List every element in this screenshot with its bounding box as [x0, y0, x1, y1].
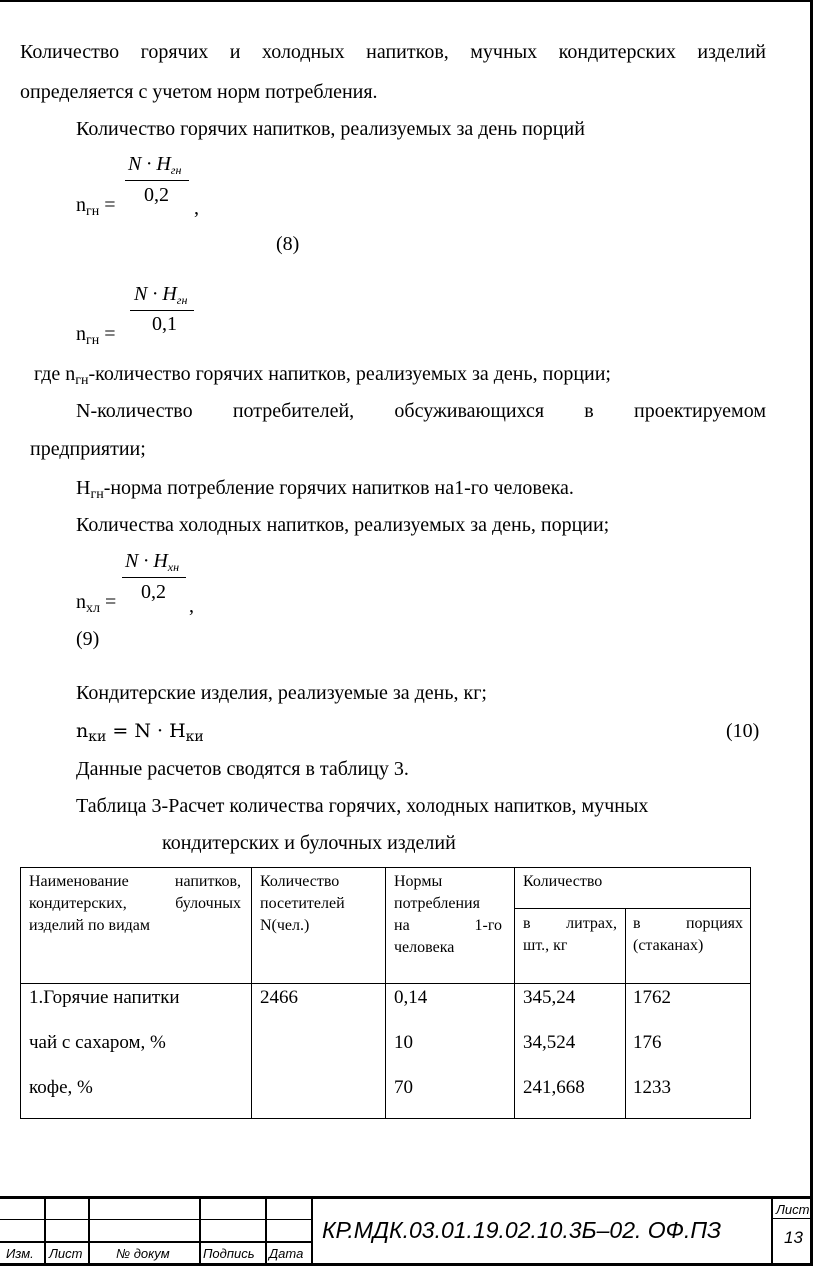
- paragraph-line: Количество горячих напитков, реализуемых за день порций: [76, 118, 585, 140]
- table-cell-liters: 345,24: [523, 987, 576, 1008]
- stamp-label-doc-no: № докум: [116, 1246, 170, 1261]
- table-cell-norm: 70: [394, 1077, 413, 1098]
- title-block-stamp: [0, 1196, 813, 1266]
- stamp-sheet-label: Лист: [776, 1202, 810, 1217]
- definition-line: $Н_{гн}$-норма потребление горячих напитков на1-го человека.: [76, 477, 574, 502]
- table-header-portions: в порциях (стаканах): [633, 915, 743, 954]
- table-cell-liters: 241,668: [523, 1077, 585, 1098]
- equation-number: (9): [76, 628, 100, 650]
- paragraph-line: определяется с учетом норм потребления.: [20, 81, 378, 103]
- equation-number: (10): [726, 720, 760, 742]
- table-header-name: Наименование напитков, кондитерских, булочных изделий по видам: [29, 873, 241, 934]
- paragraph-line: Данные расчетов сводятся в таблицу 3.: [76, 758, 409, 780]
- table-cell-norm: 0,14: [394, 987, 428, 1008]
- paragraph-line: Кондитерские изделия, реализуемые за день, кг;: [76, 682, 487, 704]
- table-caption: Таблица 3-Расчет количества горячих, холодных напитков, мучных: [76, 795, 649, 817]
- stamp-label-date: Дата: [269, 1246, 304, 1261]
- equation-number: (8): [276, 233, 300, 255]
- definition-line: где $n_{гн}$-количество горячих напитков, реализуемых за день, порции;: [34, 363, 611, 388]
- stamp-sheet-number: 13: [784, 1228, 803, 1247]
- table-cell-name: кофе, %: [29, 1077, 93, 1098]
- stamp-label-izm: Изм.: [6, 1246, 34, 1261]
- table-header-visitors: Количество посетителей N(чел.): [260, 873, 345, 934]
- definition-line: N-количество потребителей, обсуживающихся в проектируемом: [76, 400, 766, 422]
- paragraph-line: Количества холодных напитков, реализуемых за день, порции;: [76, 514, 610, 536]
- table-caption: кондитерских и булочных изделий: [162, 832, 456, 854]
- table-cell-visitors: 2466: [260, 987, 298, 1008]
- stamp-label-sign: Подпись: [203, 1246, 255, 1261]
- paragraph-line: Количество горячих и холодных напитков, мучных кондитерских изделий: [20, 41, 766, 63]
- table-cell-norm: 10: [394, 1032, 413, 1053]
- document-code: КР.МДК.03.01.19.02.10.3Б–02. ОФ.ПЗ: [322, 1217, 722, 1243]
- table-header-liters: в литрах, шт., кг: [523, 915, 617, 954]
- table-cell-portions: 1233: [633, 1077, 671, 1098]
- table-cell-portions: 1762: [633, 987, 671, 1008]
- table-cell-name: чай с сахаром, %: [29, 1032, 166, 1053]
- table-cell-name: 1.Горячие напитки: [29, 987, 180, 1008]
- stamp-label-list: Лист: [49, 1246, 83, 1261]
- table-header-norms: Нормы потребления на 1-го человека: [394, 873, 502, 956]
- table-cell-liters: 34,524: [523, 1032, 576, 1053]
- table-cell-portions: 176: [633, 1032, 662, 1053]
- definition-line: предприятии;: [30, 438, 146, 460]
- table-3: [20, 867, 751, 1119]
- table-header-quantity: Количество: [523, 873, 603, 890]
